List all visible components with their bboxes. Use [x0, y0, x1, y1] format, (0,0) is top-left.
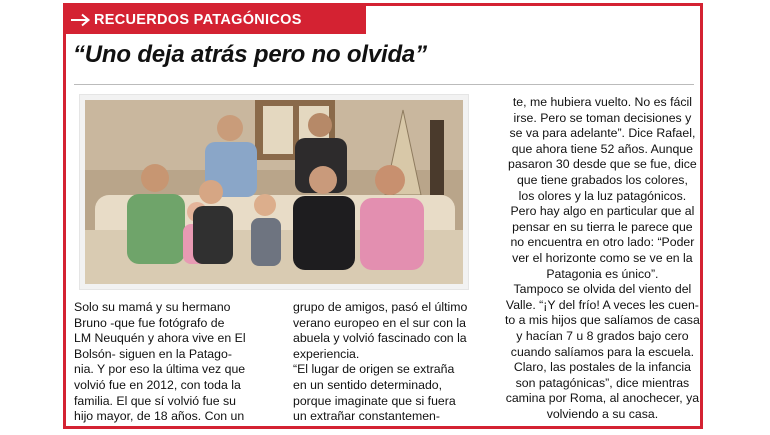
arrow-right-icon: [66, 6, 94, 34]
line: irse. Pero se toman decisiones y: [513, 110, 692, 125]
line: LM Neuquén y ahora vive en El: [74, 331, 246, 346]
section-header: [66, 6, 366, 34]
headline-divider: [74, 84, 694, 85]
line: familia. El que sí volvió fue su: [74, 393, 236, 408]
line: abuela y volvió fascinado con la: [293, 331, 467, 346]
line: son patagónicas”, dice mientras: [515, 375, 690, 390]
line: hijo mayor, de 18 años. Con un: [74, 409, 245, 424]
line: cuando salíamos para la escuela.: [510, 344, 694, 359]
headline: “Uno deja atrás pero no olvida”: [73, 41, 427, 68]
line: porque imaginate que si fuera: [293, 393, 456, 408]
line: verano europeo en el sur con la: [293, 315, 466, 330]
line: los olores y la luz patagónicos.: [518, 188, 687, 203]
line: y hacían 7 u 8 grados bajo cero: [516, 328, 689, 343]
line: Bolsón- siguen en la Patago-: [74, 346, 232, 361]
line: un extrañar constantemen-: [293, 409, 440, 424]
section-label: RECUERDOS PATAGÓNICOS: [94, 12, 302, 28]
line: no encuentra en otro lado: “Poder: [510, 235, 695, 250]
line: se va para adelante”. Dice Rafael,: [509, 126, 696, 141]
line: camina por Roma, al anochecer, ya: [505, 391, 700, 406]
line: que ahora tiene 52 años. Aunque: [511, 141, 693, 156]
line: pasaron 30 desde que se fue, dice: [508, 157, 697, 172]
line: que tiene grabados los colores,: [516, 172, 688, 187]
family-photo: [85, 100, 463, 284]
article-column-3: [505, 95, 700, 422]
line: nia. Y por eso la última vez que: [74, 362, 246, 377]
line: grupo de amigos, pasó el último: [293, 300, 468, 314]
article-column-2: [293, 300, 467, 425]
line: Pero hay algo en particular que al: [510, 204, 695, 219]
line: en un sentido determinado,: [293, 377, 443, 392]
line: pensar en su tierra le parece que: [512, 219, 693, 234]
line: Claro, las postales de la infancia: [513, 360, 691, 375]
line: Valle. “¡Y del frío! A veces les cuen-: [505, 297, 699, 312]
line: Patagonia es único”.: [546, 266, 659, 281]
line: Tampoco se olvida del viento del: [513, 282, 692, 297]
line: ver el horizonte como se ve en la: [512, 250, 693, 265]
article-frame: [63, 3, 703, 429]
photo-frame: [79, 94, 469, 290]
article-column-1: [74, 300, 246, 425]
line: to a mis hijos que salíamos de casa: [505, 313, 700, 328]
line: experiencia.: [293, 346, 360, 361]
line: Bruno -que fue fotógrafo de: [74, 315, 225, 330]
line: Solo su mamá y su hermano: [74, 300, 231, 314]
line: volvió fue en 2012, con toda la: [74, 377, 241, 392]
line: te, me hubiera vuelto. No es fácil: [512, 95, 692, 109]
line: volviendo a su casa.: [546, 406, 659, 421]
line: “El lugar de origen se extraña: [293, 362, 455, 377]
